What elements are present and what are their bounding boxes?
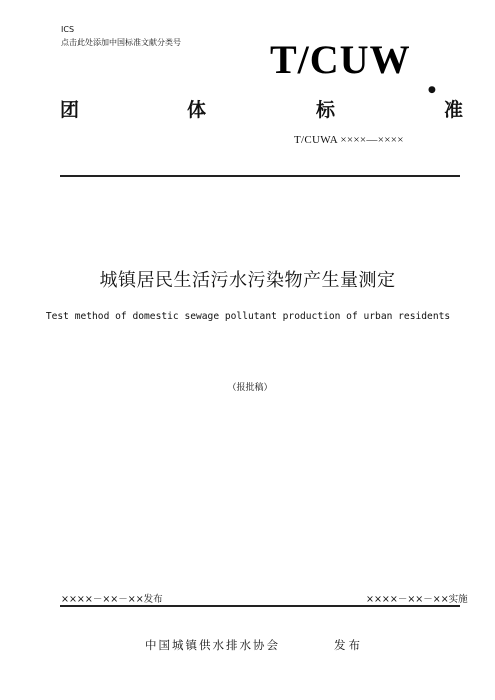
standard-number: T/CUWA ××××—×××× [294, 134, 404, 146]
draft-status: （报批稿） [227, 383, 273, 393]
document-title-chinese: 城镇居民生活污水污染物产生量测定 [99, 270, 396, 291]
standard-type-char: 准 [444, 99, 464, 121]
issued-label: 发布 [334, 638, 363, 652]
issue-date: ××××－××－××发布 [61, 594, 163, 605]
footer-divider [60, 605, 460, 607]
header-divider [60, 175, 460, 177]
document-title-english: Test method of domestic sewage pollutant production of urban residents [45, 311, 451, 322]
standard-logo: T/CUW [270, 37, 411, 82]
implementation-date: ××××－××－××实施 [366, 594, 468, 605]
issuing-organization: 中国城镇供水排水协会 [145, 638, 280, 652]
ics-label: ICS [61, 25, 75, 34]
standard-type-char: 团 [60, 99, 80, 121]
ics-classification-placeholder[interactable]: 点击此处添加中国标准文献分类号 [61, 38, 181, 47]
marker-dot-icon: ● [428, 85, 436, 95]
standard-type-char: 标 [316, 99, 336, 121]
standard-type-char: 体 [187, 99, 207, 121]
